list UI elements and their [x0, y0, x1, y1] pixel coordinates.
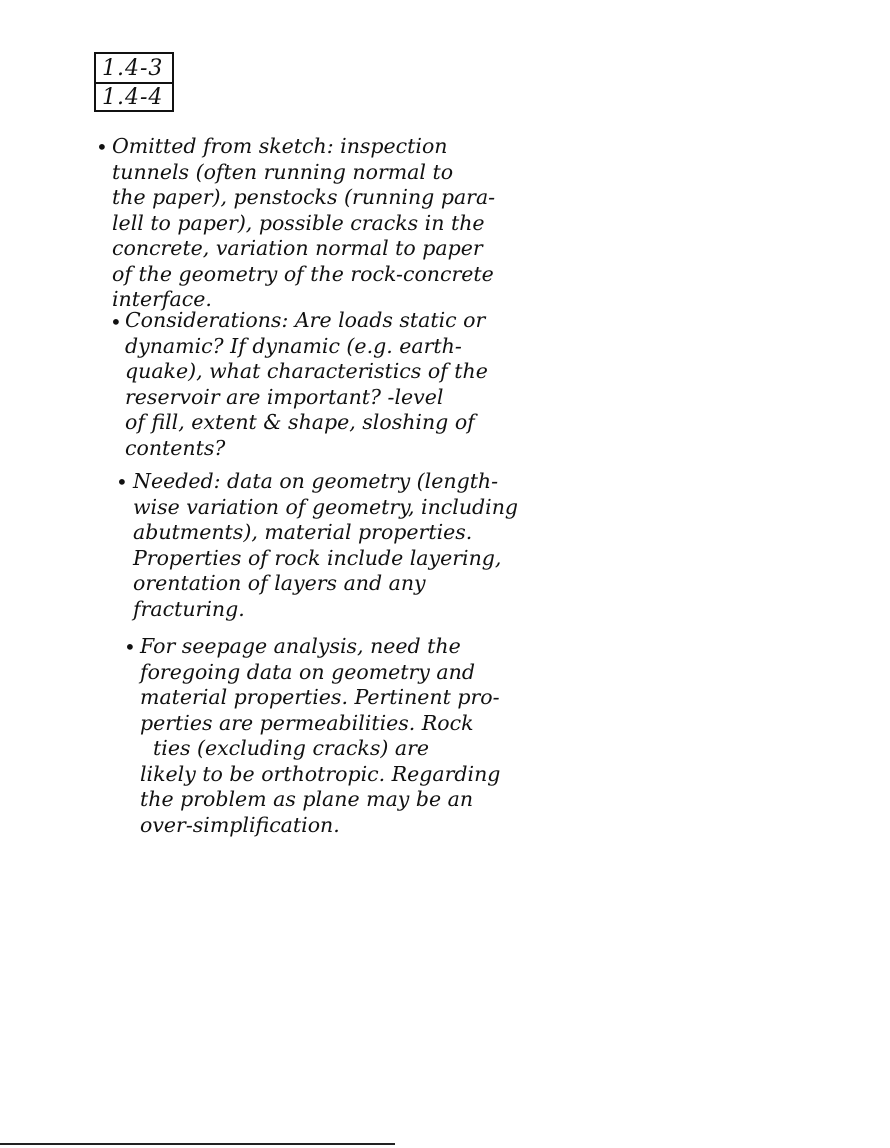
note-line: of the geometry of the rock-concrete: [112, 261, 494, 286]
note-line: For seepage analysis, need the: [140, 634, 461, 658]
note-line: orentation of layers and any: [133, 571, 426, 595]
bullet-marker: •: [116, 470, 128, 494]
note-line: likely to be orthotropic. Regarding: [140, 761, 501, 786]
note-line: abutments), material properties.: [133, 520, 473, 544]
bottom-rule: [0, 1143, 395, 1145]
note-line: of fill, extent & shape, sloshing of: [125, 410, 475, 434]
note-line: wise variation of geometry, including: [133, 494, 519, 519]
note-seepage-analysis: [140, 634, 500, 838]
note-line: Properties of rock include layering,: [133, 545, 502, 570]
note-line: Needed: data on geometry (length-: [133, 469, 499, 493]
note-line: material properties. Pertinent pro-: [140, 685, 500, 709]
note-line: Considerations: Are loads static or: [125, 308, 486, 332]
note-line: over-simplification.: [140, 812, 340, 837]
note-line: fracturing.: [133, 596, 245, 621]
bullet-marker: •: [110, 310, 122, 334]
bullet-marker: •: [124, 635, 136, 659]
box-divider: [96, 82, 172, 84]
note-line: lell to paper), possible cracks in the: [112, 210, 485, 235]
note-line: foregoing data on geometry and: [140, 659, 475, 684]
note-line: ties (excluding cracks) are: [140, 736, 430, 760]
note-considerations: [125, 308, 488, 461]
note-needed: [133, 469, 518, 622]
problem-number-2: 1.4-4: [102, 85, 164, 110]
note-line: quake), what characteristics of the: [125, 359, 488, 383]
note-line: the problem as plane may be an: [140, 787, 474, 811]
note-line: Omitted from sketch: inspection: [112, 134, 448, 158]
note-line: concrete, variation normal to paper: [112, 236, 483, 260]
note-line: contents?: [125, 435, 226, 460]
bullet-marker: •: [96, 135, 108, 159]
note-line: dynamic? If dynamic (e.g. earth-: [125, 333, 462, 358]
problem-number-box: [94, 52, 174, 112]
note-omitted-from-sketch: [112, 134, 495, 313]
note-line: perties are permeabilities. Rock: [140, 710, 474, 735]
note-line: interface.: [112, 287, 212, 311]
note-line: the paper), penstocks (running para-: [112, 185, 496, 209]
note-line: tunnels (often running normal to: [112, 159, 454, 184]
problem-number-1: 1.4-3: [102, 56, 164, 81]
note-line: reservoir are important? -level: [125, 384, 444, 409]
